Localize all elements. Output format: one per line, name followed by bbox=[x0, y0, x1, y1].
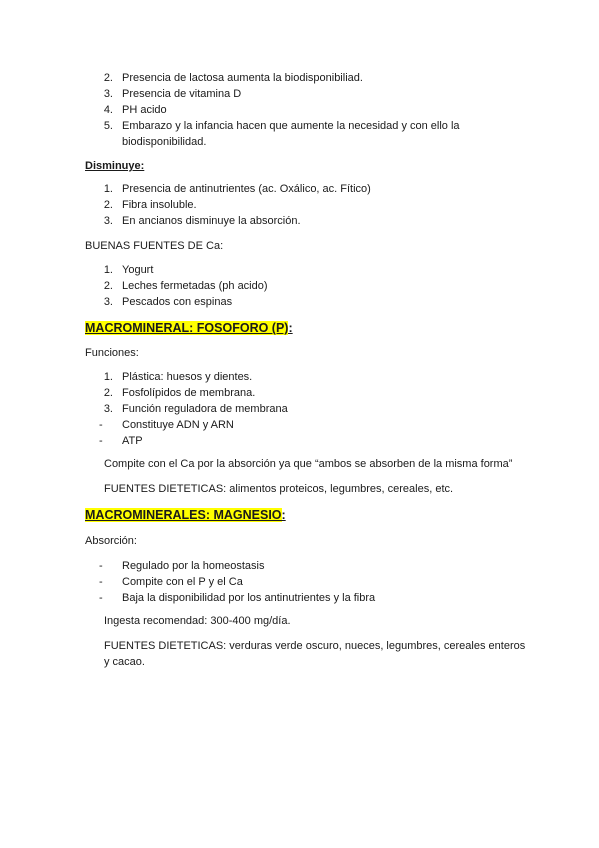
list-marker: 3. bbox=[103, 88, 113, 100]
list-item-text: Fosfolípidos de membrana. bbox=[122, 387, 256, 399]
fosforo-note: Compite con el Ca por la absorción ya que “ambos se absorben de la misma forma” bbox=[104, 458, 513, 470]
heading-colon: : bbox=[281, 508, 286, 522]
heading-colon: : bbox=[288, 321, 293, 335]
section-label-fuentes-ca: BUENAS FUENTES DE Ca: bbox=[85, 240, 224, 252]
list-marker: - bbox=[99, 592, 103, 604]
list-item-text: Plástica: huesos y dientes. bbox=[122, 371, 253, 383]
list-item-text: Baja la disponibilidad por los antinutrientes y la fibra bbox=[122, 592, 376, 604]
list-marker: 3. bbox=[103, 296, 113, 308]
list-item-text: Regulado por la homeostasis bbox=[122, 560, 265, 572]
list-item-text: Compite con el P y el Ca bbox=[122, 576, 243, 588]
list-item-text: Presencia de antinutrientes (ac. Oxálico, ac. Fítico) bbox=[122, 183, 371, 195]
section-heading-magnesio bbox=[85, 507, 286, 523]
list-item-text: Yogurt bbox=[122, 264, 154, 276]
magnesio-fuentes-line1: FUENTES DIETETICAS: verduras verde oscuro, nueces, legumbres, cereales enteros bbox=[104, 640, 526, 652]
magnesio-ingesta: Ingesta recomendad: 300-400 mg/día. bbox=[104, 615, 291, 627]
list-item-text: Leches fermetadas (ph acido) bbox=[122, 280, 268, 292]
list-marker: 1. bbox=[103, 264, 113, 276]
section-heading-fosforo bbox=[85, 320, 293, 336]
list-marker: - bbox=[99, 419, 103, 431]
list-marker: - bbox=[99, 560, 103, 572]
list-item-text: Función reguladora de membrana bbox=[122, 403, 288, 415]
list-item-text: ATP bbox=[122, 435, 143, 447]
list-item-text: Pescados con espinas bbox=[122, 296, 233, 308]
list-marker: - bbox=[99, 435, 103, 447]
list-marker: 2. bbox=[103, 199, 113, 211]
list-marker: 4. bbox=[103, 104, 113, 116]
fosforo-fuentes: FUENTES DIETETICAS: alimentos proteicos, legumbres, cereales, etc. bbox=[104, 483, 454, 495]
list-item-text: Embarazo y la infancia hacen que aumente la necesidad y con ello la bbox=[122, 120, 460, 132]
heading-highlight: MACROMINERALES: MAGNESIO bbox=[85, 508, 282, 522]
list-marker: 5. bbox=[103, 120, 113, 132]
list-item-text: Presencia de lactosa aumenta la biodisponibiliad. bbox=[122, 72, 363, 84]
absorcion-label: Absorción: bbox=[85, 535, 137, 547]
list-marker: 2. bbox=[103, 387, 113, 399]
list-marker: 3. bbox=[103, 403, 113, 415]
list-item-text: Presencia de vitamina D bbox=[122, 88, 242, 100]
list-marker: 2. bbox=[103, 72, 113, 84]
list-item-text: Fibra insoluble. bbox=[122, 199, 197, 211]
funciones-label: Funciones: bbox=[85, 347, 139, 359]
section-subtitle-disminuye: Disminuye: bbox=[85, 160, 145, 172]
magnesio-fuentes-line2: y cacao. bbox=[104, 656, 145, 668]
list-marker: 3. bbox=[103, 215, 113, 227]
list-item-text: biodisponibilidad. bbox=[122, 136, 207, 148]
list-item-text: PH acido bbox=[122, 104, 167, 116]
list-item-text: En ancianos disminuye la absorción. bbox=[122, 215, 301, 227]
list-marker: 2. bbox=[103, 280, 113, 292]
list-marker: 1. bbox=[103, 183, 113, 195]
list-item-text: Constituye ADN y ARN bbox=[122, 419, 234, 431]
heading-highlight: MACROMINERAL: FOSOFORO (P) bbox=[85, 321, 289, 335]
list-marker: - bbox=[99, 576, 103, 588]
list-marker: 1. bbox=[103, 371, 113, 383]
